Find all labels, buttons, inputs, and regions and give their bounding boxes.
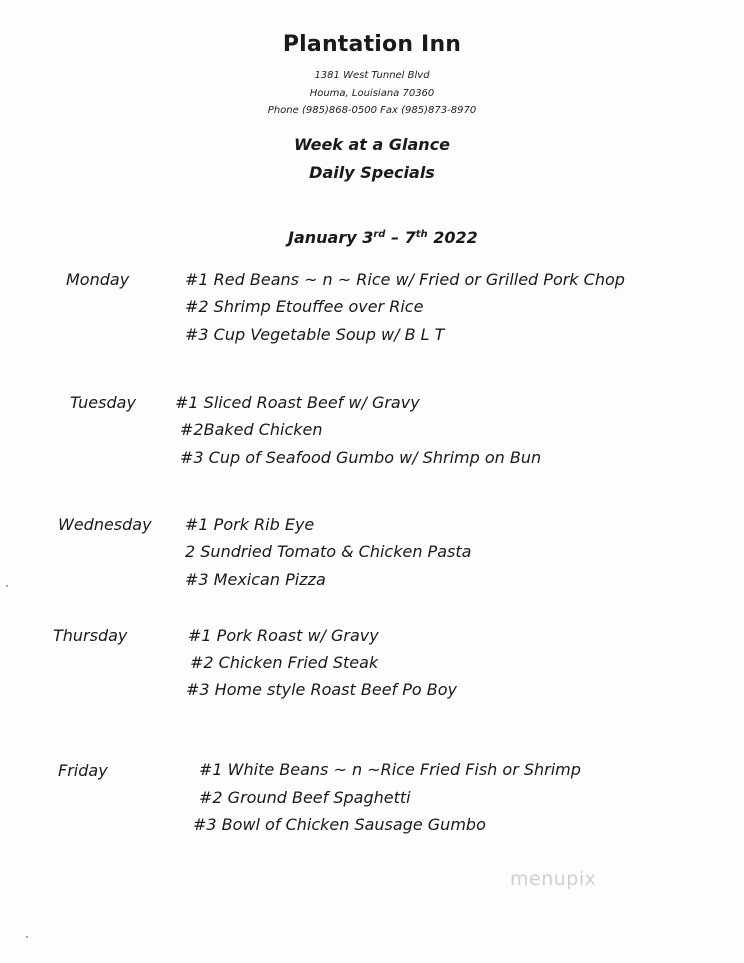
thursday-item-1: #1 Pork Roast w/ Gravy <box>188 626 379 645</box>
scan-speck <box>26 936 28 938</box>
date-year: 2022 <box>427 228 478 247</box>
subtitle-week: Week at a Glance <box>293 135 451 154</box>
phone-fax: Phone (985)868-0500 Fax (985)873-8970 <box>267 105 477 116</box>
wednesday-item-2: 2 Sundried Tomato & Chicken Pasta <box>185 542 472 561</box>
address-street: 1381 West Tunnel Blvd <box>314 70 430 81</box>
tuesday-item-3: #3 Cup of Seafood Gumbo w/ Shrimp on Bun <box>180 448 542 467</box>
thursday-item-2: #2 Chicken Fried Steak <box>190 653 379 672</box>
date-end-suffix: th <box>415 229 428 240</box>
wednesday-item-1: #1 Pork Rib Eye <box>185 515 315 534</box>
friday-item-3: #3 Bowl of Chicken Sausage Gumbo <box>193 815 486 834</box>
watermark-logo: menupix <box>510 868 597 890</box>
day-friday: Friday <box>58 761 108 780</box>
subtitle-specials: Daily Specials <box>309 163 435 182</box>
wednesday-item-3: #3 Mexican Pizza <box>185 570 326 589</box>
monday-item-3: #3 Cup Vegetable Soup w/ B L T <box>185 325 445 344</box>
date-start-suffix: rd <box>373 229 386 240</box>
date-end: – 7 <box>385 228 416 247</box>
tuesday-item-1: #1 Sliced Roast Beef w/ Gravy <box>175 393 420 412</box>
monday-item-2: #2 Shrimp Etouffee over Rice <box>185 297 424 316</box>
friday-item-1: #1 White Beans ~ n ~Rice Fried Fish or Shrimp <box>199 760 581 779</box>
restaurant-title: Plantation Inn <box>282 32 462 57</box>
thursday-item-3: #3 Home style Roast Beef Po Boy <box>186 680 458 699</box>
monday-item-1: #1 Red Beans ~ n ~ Rice w/ Fried or Grilled Pork Chop <box>185 270 625 289</box>
scan-speck <box>6 585 8 587</box>
day-monday: Monday <box>66 270 130 289</box>
date-start: January 3 <box>288 228 374 247</box>
friday-item-2: #2 Ground Beef Spaghetti <box>199 788 411 807</box>
day-tuesday: Tuesday <box>70 393 136 412</box>
date-range <box>288 228 478 247</box>
address-city: Houma, Louisiana 70360 <box>309 88 435 99</box>
tuesday-item-2: #2Baked Chicken <box>180 420 323 439</box>
day-wednesday: Wednesday <box>58 515 152 534</box>
day-thursday: Thursday <box>53 626 128 645</box>
